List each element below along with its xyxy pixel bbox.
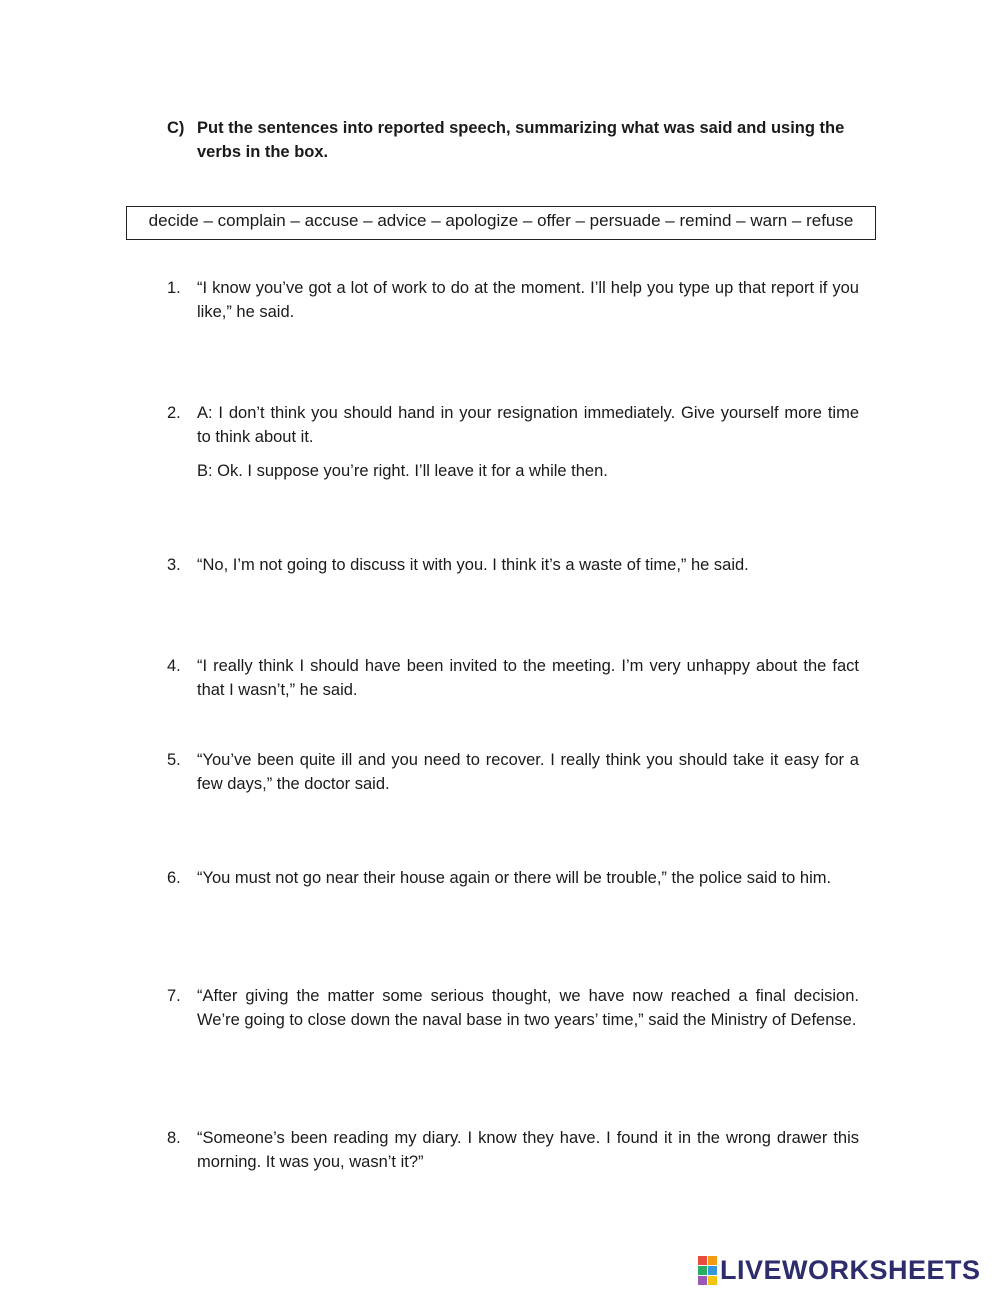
question-item bbox=[167, 654, 859, 702]
question-text: “Someone’s been reading my diary. I know they have. I found it in the wrong drawer this morning. It was you, wasn’t it?” bbox=[197, 1129, 859, 1171]
question-number: 4. bbox=[167, 657, 181, 675]
question-item bbox=[167, 984, 859, 1032]
question-item bbox=[167, 276, 859, 324]
exercise-letter: C) bbox=[167, 119, 185, 137]
verb-box: decide – complain – accuse – advice – apologize – offer – persuade – remind – warn – refuse bbox=[126, 206, 876, 240]
question-number: 3. bbox=[167, 556, 181, 574]
exercise-heading bbox=[167, 116, 867, 164]
question-number: 2. bbox=[167, 404, 181, 422]
question-item bbox=[167, 1126, 859, 1174]
question-number: 6. bbox=[167, 869, 181, 887]
question-item bbox=[167, 866, 859, 890]
question-number: 7. bbox=[167, 987, 181, 1005]
question-number: 5. bbox=[167, 751, 181, 769]
logo-icon bbox=[698, 1256, 717, 1285]
question-reply: B: Ok. I suppose you’re right. I’ll leave it for a while then. bbox=[197, 462, 608, 480]
question-item bbox=[167, 748, 859, 796]
exercise-instruction: Put the sentences into reported speech, summarizing what was said and using the verbs in the box. bbox=[197, 119, 845, 161]
liveworksheets-logo bbox=[698, 1256, 981, 1284]
question-text: “You’ve been quite ill and you need to recover. I really think you should take it easy for a few days,” the doctor said. bbox=[197, 751, 859, 793]
question-number: 8. bbox=[167, 1129, 181, 1147]
question-text: “After giving the matter some serious thought, we have now reached a final decision. We’re going to close down the naval base in two years’ time,” said the Ministry of Defense. bbox=[197, 987, 859, 1029]
question-text: “You must not go near their house again or there will be trouble,” the police said to him. bbox=[197, 869, 832, 887]
question-number: 1. bbox=[167, 279, 181, 297]
question-item bbox=[167, 553, 859, 577]
question-text: “I know you’ve got a lot of work to do at the moment. I’ll help you type up that report if you like,” he said. bbox=[197, 279, 859, 321]
logo-text: LIVEWORKSHEETS bbox=[720, 1254, 981, 1285]
question-text: “I really think I should have been invited to the meeting. I’m very unhappy about the fact that I wasn’t,” he said. bbox=[197, 657, 859, 699]
question-text: “No, I’m not going to discuss it with you. I think it’s a waste of time,” he said. bbox=[197, 556, 749, 574]
question-item bbox=[167, 401, 859, 483]
question-text: A: I don’t think you should hand in your resignation immediately. Give yourself more time to think about it. bbox=[197, 404, 859, 446]
